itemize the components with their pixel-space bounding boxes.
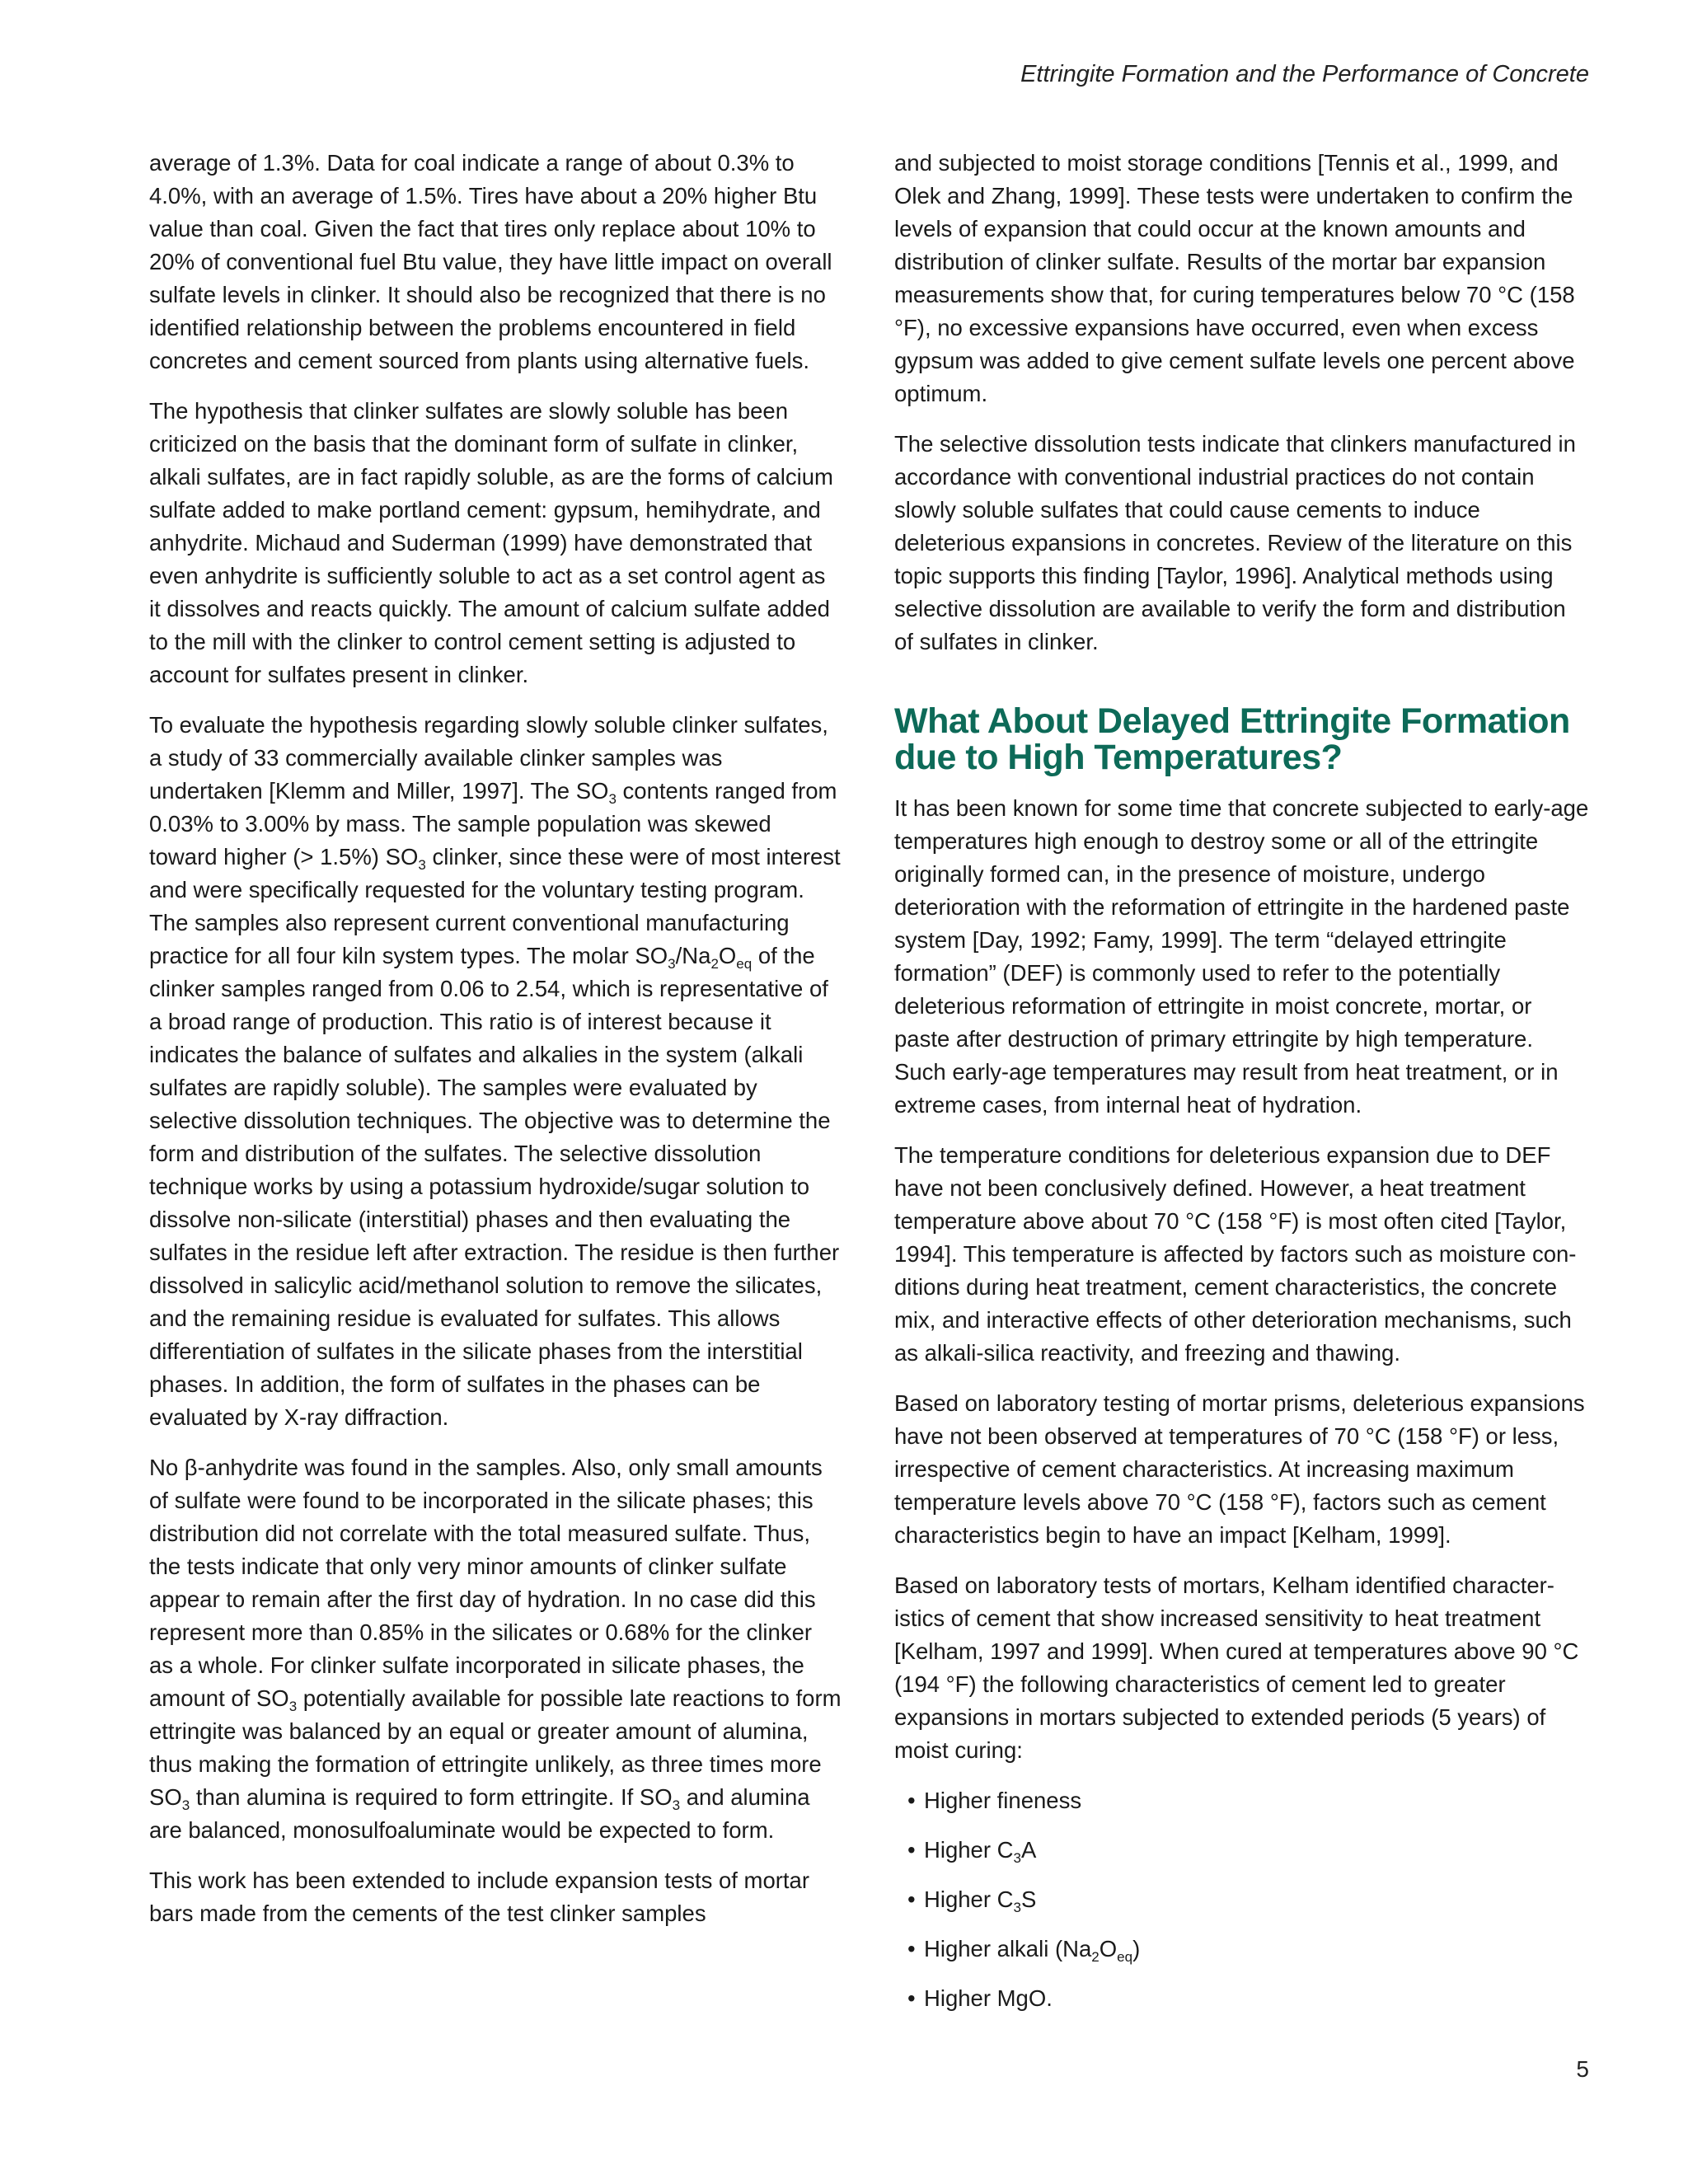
section-heading: What About Delayed Ettringite Formation due to High Temperatures? [894, 701, 1570, 777]
subscript: 3 [418, 857, 426, 873]
bullet-icon: • [907, 1936, 916, 1961]
paragraph: Based on laboratory testing of mortar prisms, deleterious expansions have not been observed at temperatures of 70 °C (158 °F) or less, irrespective of cement characteristics. At increasing maximum temperature levels above 70 °C (158 °F), factors such as cement characteristics begin to have an impact [Kelham, 1999]. [894, 1390, 1585, 1548]
text: Higher MgO. [924, 1985, 1053, 2011]
text: Higher C [924, 1837, 1014, 1863]
list-item [907, 1982, 1591, 2015]
paragraph [149, 1451, 842, 1847]
text: O [718, 943, 737, 968]
page-number: 5 [1576, 2056, 1589, 2082]
subscript: eq [1117, 1949, 1133, 1965]
left-column [149, 147, 842, 1947]
right-column [894, 147, 1591, 2032]
subscript: 3 [288, 1699, 298, 1714]
paragraph: The selective dissolution tests indicate that clinkers manufactured in accordance with conventional industrial practices do not contain slowly soluble sulfates that could cause cements to induce deleterious expansions in concretes. Review of the literature on this topic supports this finding [Taylor, 1996]. Analytical methods using selective dissolution are available to verify the form and distribution of sulfates in clinker. [894, 431, 1576, 654]
paragraph: and subjected to moist storage conditions [Tennis et al., 1999, and Olek and Zhang, 1999]. These tests were undertaken to confirm the levels of expansion that could occur at the known amounts and distribution of clinker sulfate. Results of the mortar bar expansion measurements show that, for curing temperatures below 70 °C (158 °F), no excessive expansions have occurred, even when excess gypsum was added to give cement sulfate levels one percent above optimum. [894, 150, 1575, 406]
subscript: 3 [608, 791, 617, 807]
paragraph: The temperature conditions for deleterious expansion due to DEF have not been conclusively defined. However, a heat treatment temperature above about 70 °C (158 °F) is most often cited [Taylor, 1994]. This temperature is affected by factors such as moisture con-ditions during heat treatment, cement characteristics, the concrete mix, and interactive effects of other deterioration mechanisms, such as alkali-silica reactivity, and freezing and thawing. [894, 1142, 1577, 1366]
text: Higher alkali (Na [924, 1936, 1092, 1961]
subscript: 3 [1013, 1850, 1021, 1866]
text: than alumina is required to form ettringite. If SO [190, 1784, 673, 1810]
text: A [1020, 1837, 1037, 1863]
characteristics-list [894, 1784, 1591, 2015]
bullet-icon: • [907, 1837, 916, 1863]
text: Higher C [924, 1886, 1014, 1912]
text: O [1099, 1936, 1118, 1961]
subscript: 3 [672, 1797, 681, 1813]
subscript: 3 [181, 1797, 190, 1813]
paragraph: It has been known for some time that concrete subjected to early-age temperatures high enough to destroy some or all of the ettringite originally formed can, in the presence of moisture, undergo deterioration with the reformation of ettringite in the hardened paste system [Day, 1992; Famy, 1999]. The term “delayed ettringite formation” (DEF) is commonly used to refer to the potentially deleterious reformation of ettringite in moist concrete, mortar, or paste after destruction of primary ettringite by high temperature. Such early-age temperatures may result from heat treatment, or in extreme cases, from internal heat of hydration. [894, 795, 1589, 1118]
paragraph: The hypothesis that clinker sulfates are slowly soluble has been criticized on the basis that the dominant form of sulfate in clinker, alkali sulfates, are in fact rapidly soluble, as are the forms of calcium sulfate added to make portland cement: gypsum, hemihydrate, and anhydrite. Michaud and Suderman (1999) have demonstrated that even anhydrite is sufficiently soluble to act as a set control agent as it dissolves and reacts quickly. The amount of calcium sulfate added to the mill with the clinker to control cement setting is adjusted to account for sulfates present in clinker. [149, 398, 833, 687]
text: No β-anhydrite was found in the samples. Also, only small amounts of sulfate were found to be incorporated in the silicate phases; this distribution did not correlate with the total measured sulfate. Thus, the tests indicate that only very minor amounts of clinker sulfate appear to remain after the first day of hydration. In no case did this represent more than 0.85% in the silicates or 0.68% for the clinker as a whole. For clinker sulfate incorporated in silicate phases, the amount of SO [149, 1455, 823, 1711]
list-item [907, 1834, 1591, 1867]
subscript: 3 [1013, 1900, 1021, 1915]
bullet-icon: • [907, 1788, 916, 1813]
bullet-icon: • [907, 1886, 916, 1912]
paragraph: average of 1.3%. Data for coal indicate a range of about 0.3% to 4.0%, with an average of 1.5%. Tires have about a 20% higher Btu value than coal. Given the fact that tires only replace about 10% to 20% of conventional fuel Btu value, they have little impact on overall sulfate levels in clinker. It should also be recognized that there is no identified relationship between the problems encountered in field concretes and cement sourced from plants using alternative fuels. [149, 150, 832, 373]
paragraph: Based on laboratory tests of mortars, Kelham identified character-istics of cement that show increased sensitivity to heat treatment [Kelham, 1997 and 1999]. When cured at temperatures above 90 °C (194 °F) the following characteristics of cement led to greater expansions in mortars subjected to extended periods (5 years) of moist curing: [894, 1572, 1579, 1763]
paragraph: This work has been extended to include expansion tests of mortar bars made from the cements of the test clinker samples [149, 1868, 810, 1926]
running-header: Ettringite Formation and the Performance of Concrete [1020, 61, 1589, 87]
text: of the clinker samples ranged from 0.06 to 2.54, which is representative of a broad range of production. This ratio is of interest because it indicates the balance of sulfates and alkalies in the system (alkali sulfates are rapidly soluble). The samples were evaluated by selective dissolution techniques. The objective was to determine the form and distribution of the sulfates. The selective dissolution technique works by using a potassium hydroxide/sugar solution to dissolve non-silicate (interstitial) phases and then evaluating the sulfates in the residue left after extraction. The residue is then further dissolved in salicylic acid/methanol solution to remove the silicates, and the remaining residue is evaluated for sulfates. This allows differentiation of sulfates in the silicate phases from the interstitial phases. In addition, the form of sulfates in the phases can be evaluated by X-ray diffraction. [149, 943, 840, 1430]
text: Higher fineness [924, 1788, 1082, 1813]
text: contents ranged from 0.03% to 3.00% by mass. The sample population was skewed toward higher (> 1.5%) SO [149, 778, 837, 869]
text: and alumina are balanced, monosulfoaluminate would be expected to form. [149, 1784, 810, 1843]
text: To evaluate the hypothesis regarding slowly soluble clinker sulfates, a study of 33 commercially available clinker samples was undertaken [Klemm and Miller, 1997]. The SO [149, 712, 828, 804]
text: S [1020, 1886, 1037, 1912]
list-item [907, 1883, 1591, 1916]
text: potentially available for possible late reactions to form ettringite was balanced by an equal or greater amount of alumina, thus making the formation of ettringite unlikely, as three times more SO [149, 1685, 842, 1810]
subscript: 2 [710, 956, 719, 972]
text: /Na [675, 943, 711, 968]
subscript: 3 [668, 956, 676, 972]
paragraph [149, 709, 842, 1434]
subscript: eq [736, 956, 753, 972]
bullet-icon: • [907, 1985, 916, 2011]
list-item [907, 1784, 1591, 1817]
subscript: 2 [1091, 1949, 1100, 1965]
text: ) [1132, 1936, 1141, 1961]
list-item [907, 1933, 1591, 1966]
text: clinker, since these were of most interest and were specifically requested for the voluntary testing program. The samples also represent current conventional manufacturing practice for all four kiln system types. The molar SO [149, 844, 841, 968]
